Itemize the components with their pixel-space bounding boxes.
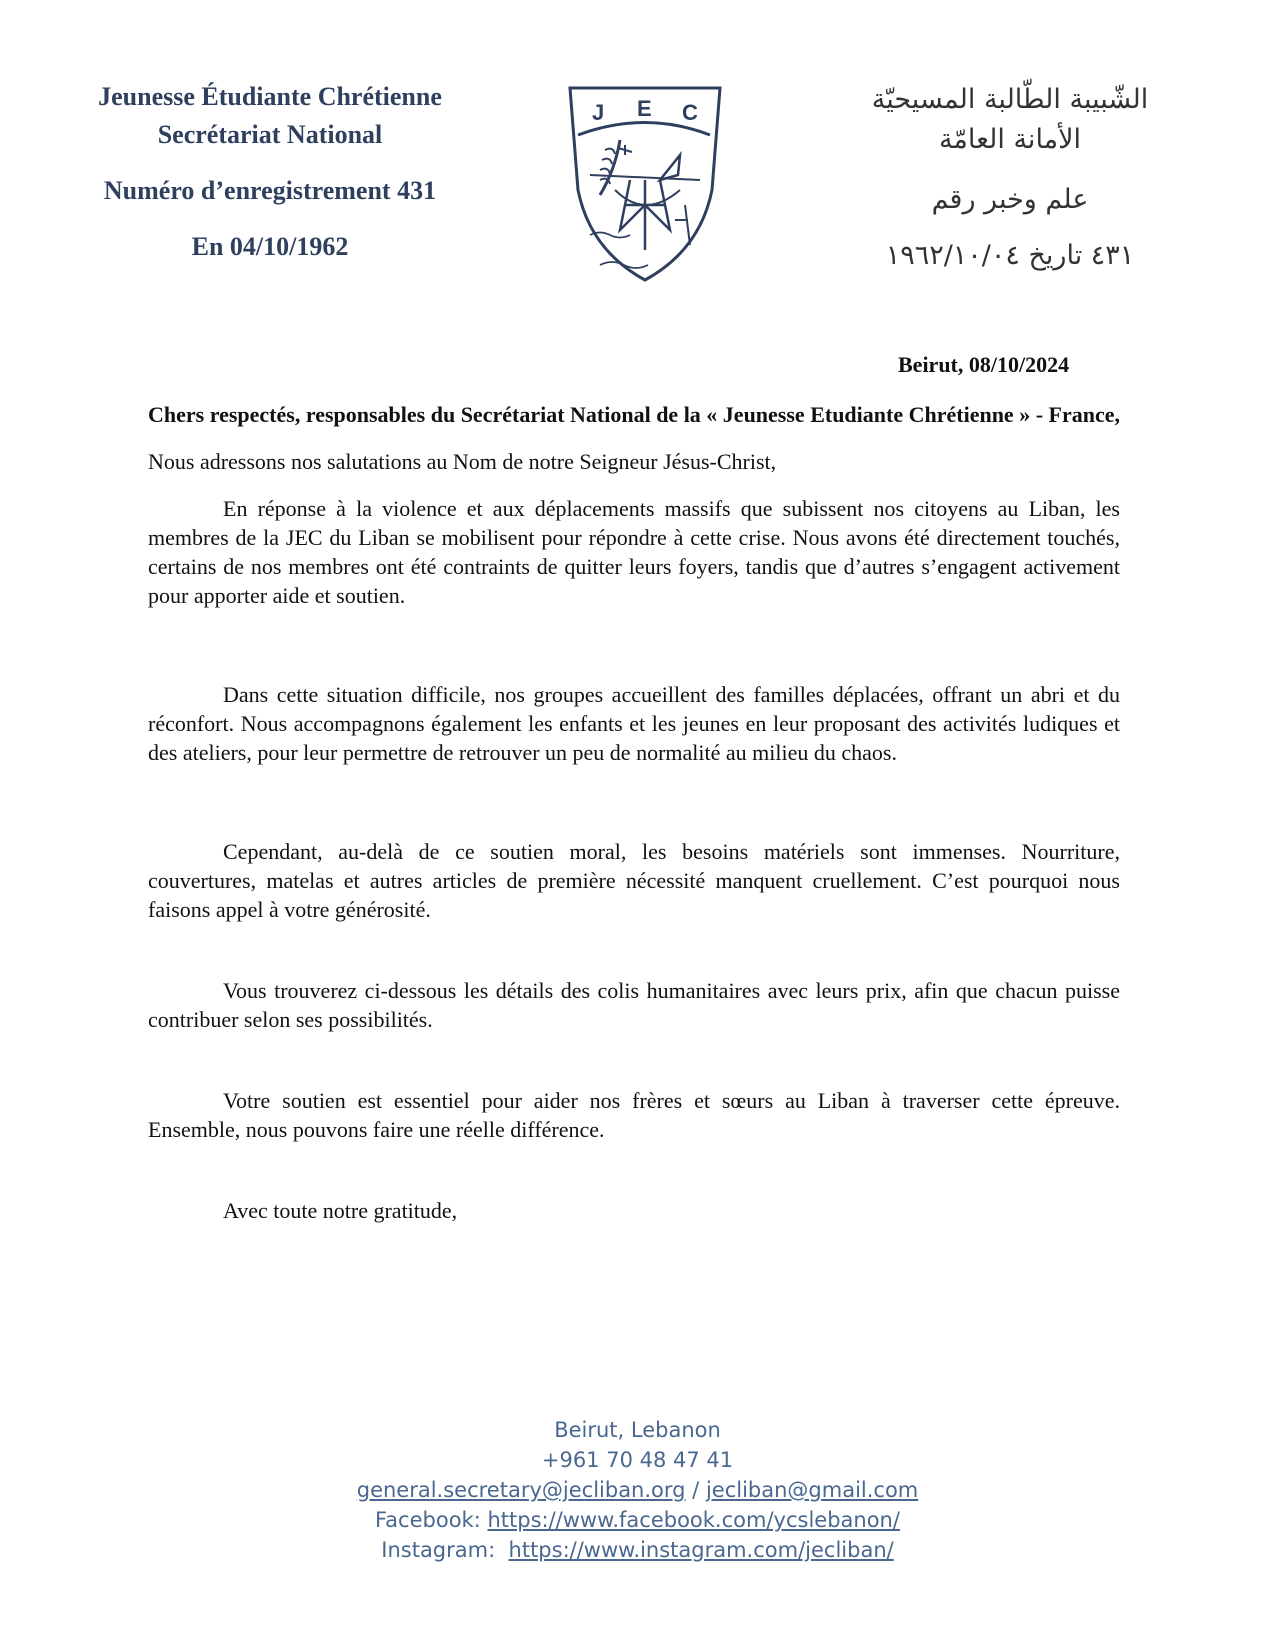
footer-facebook bbox=[0, 1505, 1275, 1535]
letter-paragraph: Vous trouverez ci-dessous les détails des colis humanitaires avec leurs prix, afin que chacun puisse contribuer selon ses possibilités. bbox=[148, 978, 1120, 1032]
facebook-link[interactable]: https://www.facebook.com/ycslebanon/ bbox=[487, 1508, 900, 1532]
letter-date: Beirut, 08/10/2024 bbox=[898, 352, 1070, 377]
letter-salutation: Chers respectés, responsables du Secrétariat National de la « Jeunesse Etudiante Chrétienne » - France, bbox=[148, 402, 1120, 427]
footer-emails bbox=[0, 1475, 1275, 1505]
facebook-label: Facebook: bbox=[375, 1508, 488, 1532]
registration-number: Numéro d’enregistrement 431 bbox=[103, 176, 437, 205]
registration-label-arabic: علم وخبر رقم bbox=[931, 184, 1089, 215]
letter-greeting: Nous adressons nos salutations au Nom de notre Seigneur Jésus-Christ, bbox=[148, 449, 777, 474]
footer-instagram bbox=[0, 1535, 1275, 1565]
svg-text:J: J bbox=[592, 100, 605, 125]
header-right-block bbox=[820, 80, 1200, 276]
org-secretariat-arabic: الأمانة العامّة bbox=[938, 124, 1082, 155]
email-separator: / bbox=[685, 1478, 706, 1502]
header-left-block bbox=[60, 78, 480, 266]
org-secretariat-french: Secrétariat National bbox=[157, 120, 383, 149]
jec-logo bbox=[560, 80, 730, 290]
registration-date-arabic: ٤٣١ تاريخ ١٩٦٢/١٠/٠٤ bbox=[885, 240, 1135, 271]
footer-contact bbox=[0, 1415, 1275, 1565]
email-link-gmail[interactable]: jecliban@gmail.com bbox=[705, 1478, 919, 1502]
letter-paragraph: En réponse à la violence et aux déplacements massifs que subissent nos citoyens au Liban, les membres de la JEC du Liban se mobilisent pour répondre à cette crise. Nous avons été directement touchés, certains de nos membres ont été contraints de quitter leurs foyers, tandis que d’autres s’engagent activement pour apporter aide et soutien. bbox=[148, 496, 1120, 608]
footer-phone: +961 70 48 47 41 bbox=[541, 1448, 734, 1472]
footer-city: Beirut, Lebanon bbox=[554, 1418, 721, 1442]
svg-text:E: E bbox=[637, 96, 652, 121]
logo-initials bbox=[592, 96, 698, 125]
letter-closing: Avec toute notre gratitude, bbox=[223, 1198, 458, 1223]
email-link-secretary[interactable]: general.secretary@jecliban.org bbox=[356, 1478, 686, 1502]
org-name-arabic: الشّبيبة الطّالبة المسيحيّة bbox=[871, 84, 1149, 115]
letter-paragraph: Dans cette situation difficile, nos groupes accueillent des familles déplacées, offrant un abri et du réconfort. Nous accompagnons également les enfants et les jeunes en leur proposant des activités ludiques et des ateliers, pour leur permettre de retrouver un peu de normalité au milieu du chaos. bbox=[148, 682, 1120, 765]
instagram-link[interactable]: https://www.instagram.com/jecliban/ bbox=[508, 1538, 894, 1562]
registration-date: En 04/10/1962 bbox=[191, 232, 349, 261]
letter-body bbox=[148, 400, 1120, 1247]
org-name-french: Jeunesse Étudiante Chrétienne bbox=[98, 82, 442, 111]
letter-paragraph: Cependant, au-delà de ce soutien moral, les besoins matériels sont immenses. Nourriture, couvertures, matelas et autres articles de première nécessité manquent cruellement. C’est pourquoi nous faisons appel à votre générosité. bbox=[148, 839, 1120, 922]
instagram-label: Instagram: bbox=[381, 1538, 509, 1562]
svg-text:C: C bbox=[682, 100, 698, 125]
letter-paragraph: Votre soutien est essentiel pour aider nos frères et sœurs au Liban à traverser cette épreuve. Ensemble, nous pouvons faire une réelle différence. bbox=[148, 1088, 1120, 1142]
